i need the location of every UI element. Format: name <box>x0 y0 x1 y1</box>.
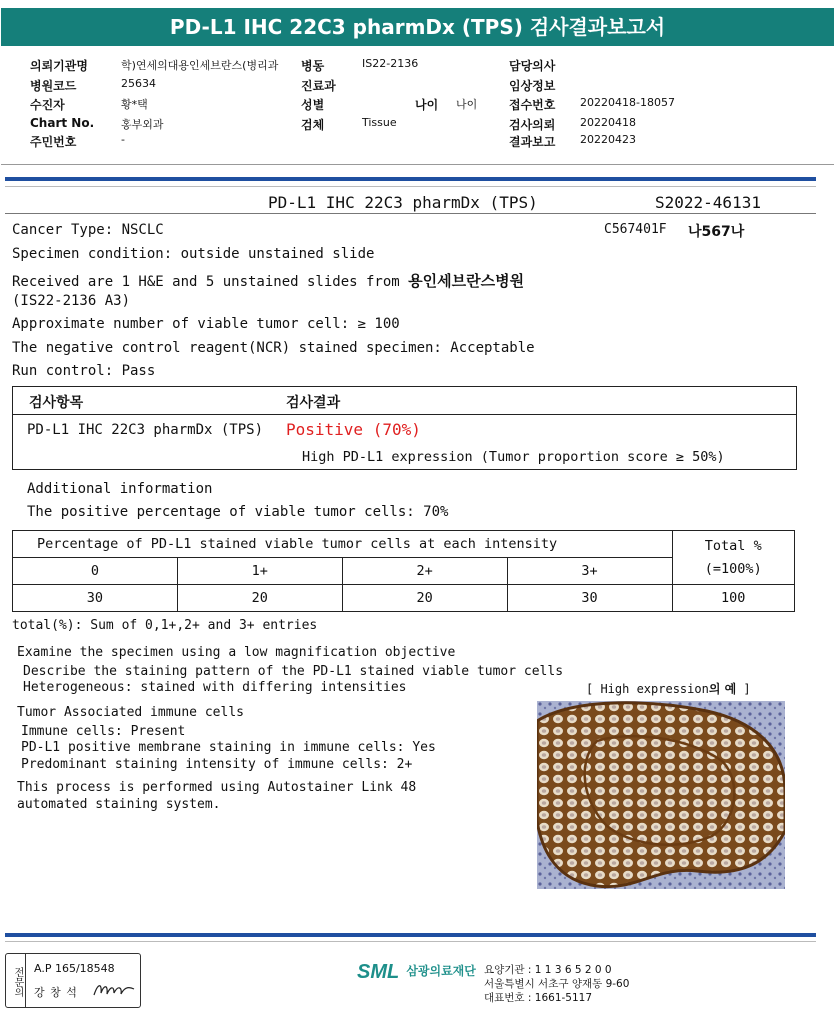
heterogeneous-note: Heterogeneous: stained with differing intensities <box>23 680 407 695</box>
level-0: 0 <box>13 558 178 585</box>
bottom-rule <box>5 933 816 937</box>
brand-name: 삼광의료재단 <box>406 964 476 978</box>
institution-value: 학)연세의대용인세브란스(병리과 <box>121 59 279 72</box>
request-value: 20220418 <box>580 116 636 129</box>
level-1: 1+ <box>177 558 342 585</box>
stamp-label: 전문의 <box>6 954 26 1007</box>
ncr-line: The negative control reagent(NCR) stained specimen: Acceptable <box>12 340 535 356</box>
specimen-value: Tissue <box>362 116 397 129</box>
value-1: 20 <box>177 585 342 612</box>
top-rule-thin <box>5 186 816 187</box>
value-3: 30 <box>507 585 672 612</box>
level-2: 2+ <box>342 558 507 585</box>
result-item: PD-L1 IHC 22C3 pharmDx (TPS) <box>27 422 264 438</box>
total-header-cell <box>672 531 795 585</box>
process-line-2: automated staining system. <box>17 797 221 812</box>
receipt-label: 접수번호 <box>509 98 556 112</box>
brand-logo <box>357 961 476 984</box>
positive-percentage: The positive percentage of viable tumor cells: 70% <box>27 504 449 520</box>
expression-level: High PD-L1 expression (Tumor proportion score ≥ 50%) <box>302 449 725 465</box>
dept-label: 진료과 <box>301 79 336 93</box>
process-line-1: This process is performed using Autostainer Link 48 <box>17 780 417 795</box>
report-title: PD-L1 IHC 22C3 pharmDx (TPS) 검사결과보고서 <box>1 8 834 46</box>
chart-label: Chart No. <box>30 116 95 130</box>
table-caption: Percentage of PD-L1 stained viable tumor cells at each intensity <box>13 531 673 558</box>
table-footnote: total(%): Sum of 0,1+,2+ and 3+ entries <box>12 618 318 633</box>
specimen-condition: Specimen condition: outside unstained slide <box>12 246 375 262</box>
received-prefix: Received are 1 H&E and 5 unstained slides from <box>12 274 409 290</box>
run-control: Run control: Pass <box>12 363 156 379</box>
intensity-table <box>12 530 795 612</box>
brand-sml: SML <box>357 961 400 983</box>
cancer-type: Cancer Type: NSCLC <box>12 222 164 238</box>
receipt-value: 20220418-18057 <box>580 96 675 109</box>
result-box-divider <box>13 414 796 415</box>
table-row <box>13 585 795 612</box>
age-label: 나이 <box>415 98 439 112</box>
address: 서울특별시 서초구 양재동 9-60 <box>484 978 630 990</box>
doctor-label: 담당의사 <box>509 59 556 73</box>
immune-heading: Tumor Associated immune cells <box>17 705 244 720</box>
specimen-label: 검체 <box>301 118 325 132</box>
result-box <box>12 386 797 470</box>
value-total: 100 <box>672 585 795 612</box>
image-caption <box>586 680 751 697</box>
age-value: 나이 <box>456 98 478 111</box>
additional-heading: Additional information <box>27 481 213 497</box>
caption-bold: 의 예 <box>708 682 737 696</box>
header-divider <box>1 164 834 165</box>
top-rule <box>5 177 816 181</box>
institution-code: 요양기관 : 1 1 3 6 5 2 0 0 <box>484 964 612 976</box>
received-ref: (IS22-2136 A3) <box>12 293 131 309</box>
ward-label: 병동 <box>301 59 325 73</box>
stamp-name: 강 창 석 <box>34 986 78 999</box>
slide-id: C567401F <box>604 222 667 237</box>
resident-label: 주민번호 <box>30 135 77 149</box>
describe-note: Describe the staining pattern of the PD-L1 stained viable tumor cells <box>23 664 564 679</box>
result-header: 검사결과 <box>286 395 341 411</box>
immune-present: Immune cells: Present <box>21 724 186 739</box>
histology-image-svg <box>537 701 785 889</box>
received-hospital: 용인세브란스병원 <box>408 272 525 290</box>
bottom-rule-thin <box>5 941 816 942</box>
ward-value: IS22-2136 <box>362 57 419 70</box>
test-name: PD-L1 IHC 22C3 pharmDx (TPS) <box>268 193 538 212</box>
slide-suffix: 나567나 <box>688 224 745 240</box>
report-date-label: 결과보고 <box>509 135 556 149</box>
table-row <box>13 531 795 558</box>
level-3: 3+ <box>507 558 672 585</box>
signature-icon <box>92 979 136 1001</box>
report-id: S2022-46131 <box>655 193 761 212</box>
phone: 대표번호 : 1661-5117 <box>484 992 593 1004</box>
caption-prefix: [ High expression <box>586 682 709 696</box>
clinical-label: 임상정보 <box>509 79 556 93</box>
stamp-line1: A.P 165/18548 <box>34 962 115 975</box>
institution-label: 의뢰기관명 <box>30 59 88 73</box>
value-2: 20 <box>342 585 507 612</box>
chart-value: 홍부외과 <box>121 118 164 131</box>
report-date-value: 20220423 <box>580 133 636 146</box>
resident-value: - <box>121 133 125 146</box>
total-sub: (=100%) <box>704 560 762 577</box>
received-line <box>12 270 524 291</box>
immune-membrane: PD-L1 positive membrane staining in immune cells: Yes <box>21 740 436 755</box>
hospital-code-value: 25634 <box>121 77 156 90</box>
hospital-code-label: 병원코드 <box>30 79 77 93</box>
immune-intensity: Predominant staining intensity of immune cells: 2+ <box>21 757 413 772</box>
request-label: 검사의뢰 <box>509 118 556 132</box>
caption-suffix: ] <box>736 682 751 696</box>
result-value: Positive (70%) <box>286 420 421 439</box>
examine-note: Examine the specimen using a low magnification objective <box>17 645 456 660</box>
patient-value: 황*택 <box>121 98 148 111</box>
item-header: 검사항목 <box>29 395 84 411</box>
pathologist-stamp <box>5 953 141 1008</box>
patient-label: 수진자 <box>30 98 65 112</box>
histology-image <box>537 701 785 889</box>
viable-count: Approximate number of viable tumor cell: ≥ 100 <box>12 316 400 332</box>
title-underline <box>5 213 816 214</box>
total-header: Total % <box>704 537 762 554</box>
sex-label: 성별 <box>301 98 325 112</box>
value-0: 30 <box>13 585 178 612</box>
